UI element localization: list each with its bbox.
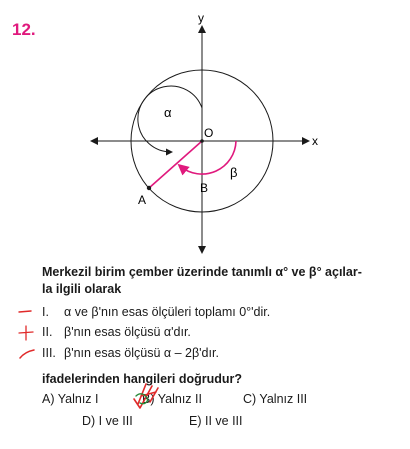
option-c[interactable]: C) Yalnız III <box>243 392 308 406</box>
statement-1 <box>42 305 270 319</box>
y-axis-label: y <box>198 11 204 25</box>
option-b[interactable]: B) Yalnız II <box>142 392 202 406</box>
stem-line-2: la ilgili olarak <box>42 282 122 296</box>
beta-label: β <box>230 165 238 180</box>
statement-2-text: β'nın esas ölçüsü α'dır. <box>64 325 191 339</box>
question-stem <box>42 264 392 298</box>
statement-1-numeral: I. <box>42 305 49 319</box>
statement-2 <box>42 325 191 339</box>
beta-arc <box>180 141 236 174</box>
statement-2-numeral: II. <box>42 325 53 339</box>
statement-3-numeral: III. <box>42 346 56 360</box>
option-a[interactable]: A) Yalnız I <box>42 392 99 406</box>
statement-1-text: α ve β'nın esas ölçüleri toplamı 0°'dir. <box>64 305 271 319</box>
question-prompt: ifadelerinden hangileri doğrudur? <box>42 372 243 386</box>
x-axis-label: x <box>312 134 318 148</box>
origin-label: O <box>204 126 214 140</box>
radius-to-A <box>149 141 202 188</box>
option-e[interactable]: E) II ve III <box>189 414 243 428</box>
statement-3-text: β'nın esas ölçüsü α – 2β'dır. <box>64 346 219 360</box>
question-number: 12. <box>12 20 36 39</box>
statement-3 <box>42 346 219 360</box>
point-A <box>147 186 151 190</box>
point-A-label: A <box>138 193 147 207</box>
stem-line-1: Merkezil birim çember üzerinde tanımlı α° ve β° açılar- <box>42 265 362 279</box>
statement-2-plus-mark <box>19 326 33 340</box>
alpha-label: α <box>164 105 172 120</box>
option-d[interactable]: D) I ve III <box>82 414 133 428</box>
statement-3-stroke-mark <box>20 350 34 358</box>
point-B-label: B <box>200 181 209 195</box>
statement-1-dash-mark <box>19 311 31 312</box>
